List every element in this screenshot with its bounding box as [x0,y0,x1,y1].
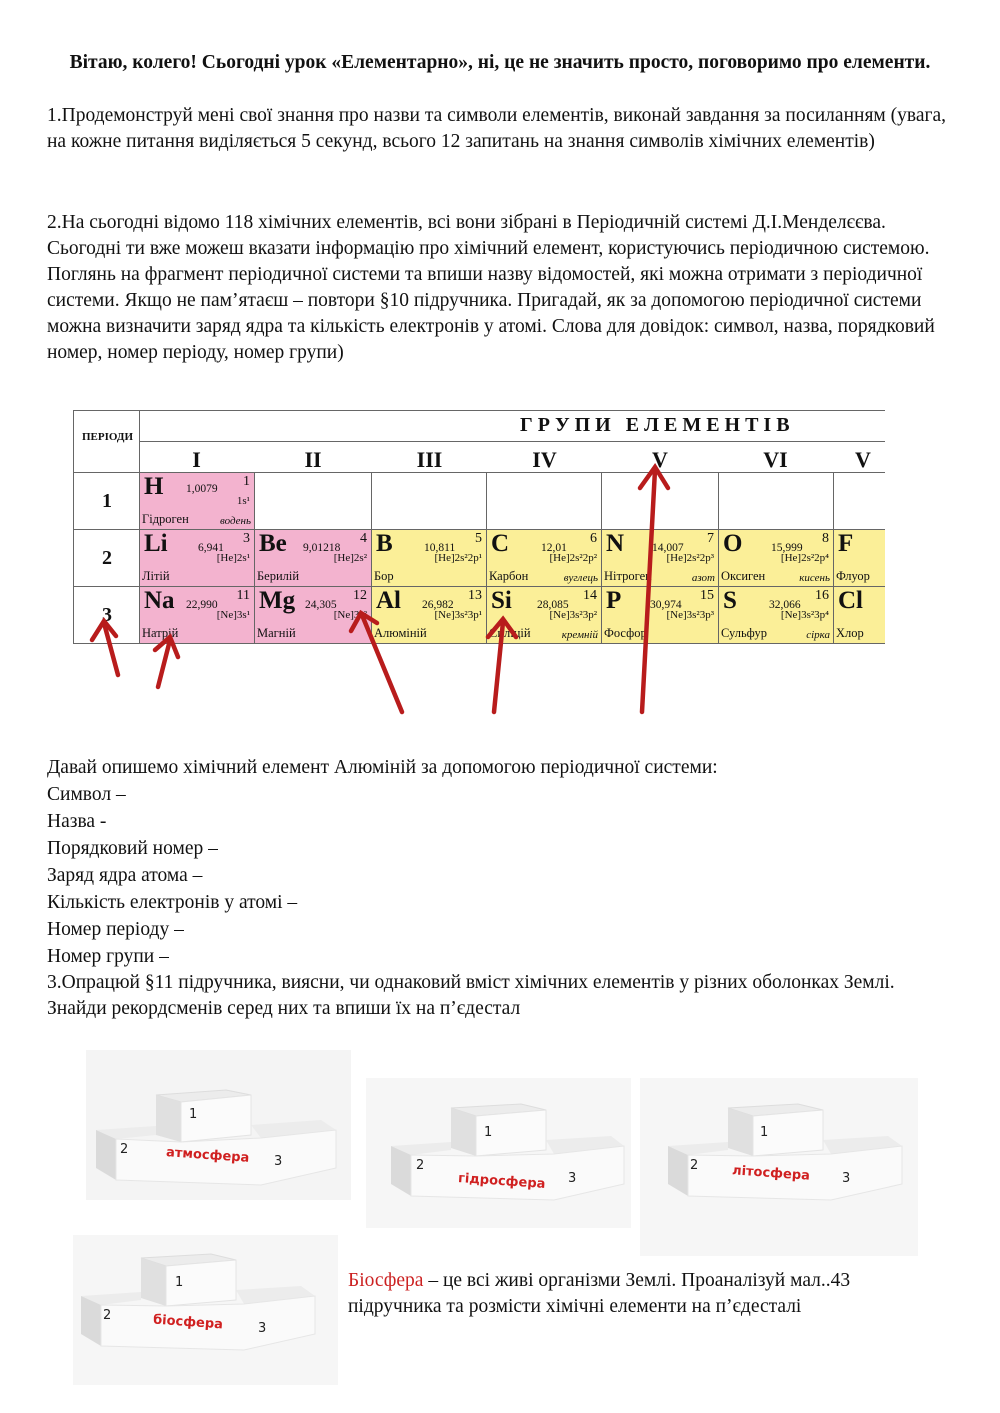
element-mass: 15,999 [771,542,803,554]
element-name: Бор [374,569,394,583]
place-3: 3 [842,1171,851,1186]
element-config: [He]2s² [333,552,367,564]
biosphere-text [348,1268,908,1320]
element-config: [Ne]3s²3p⁴ [780,609,829,621]
element-number: 16 [815,588,829,603]
element-number: 15 [700,588,714,603]
element-mass: 28,085 [537,599,569,611]
period-1-label: 1 [102,490,112,512]
element-config: [Ne]3s²3p¹ [434,609,482,621]
element-trivial-name: водень [219,515,251,527]
element-trivial-name: вуглець [563,572,598,584]
group-3-label: III [416,447,443,472]
task-1-text: 1.Продемонструй мені свої знання про назви та символи елементів, виконай завдання за посиланням (увага, на кожне питання виділяється 5 секунд, всього 12 запитань на знання символів хімічних елементів) [47,105,946,152]
element-mass: 14,007 [652,542,684,554]
element-mass: 12,01 [541,542,567,554]
element-trivial-name: кисень [799,572,830,584]
element-name: Алюміній [374,626,427,640]
field-atomic-number: Порядковий номер – [47,838,218,859]
element-config: [He]2s²2p² [549,552,597,564]
biosphere-description: – це всі живі організми Землі. Проаналізуй мал..43 підручника та розмісти хімічні елементи на п’єдесталі [348,1270,851,1317]
element-mass: 24,305 [305,599,337,611]
element-number: 13 [468,588,482,603]
element-config: [Ne]3s² [333,609,367,621]
element-name: Літій [142,569,170,583]
element-number: 4 [360,531,367,546]
element-symbol: S [723,587,737,614]
element-name: Карбон [489,569,529,583]
describe-intro: Давай опишемо хімічний елемент Алюміній за допомогою періодичної системи: [47,757,718,778]
element-config: [He]2s²2p¹ [434,552,482,564]
place-1: 1 [175,1275,184,1290]
element-mass: 9,01218 [303,542,341,554]
element-trivial-name: азот [691,572,715,584]
period-3-label: 3 [102,604,112,626]
podium-hydrosphere [366,1078,631,1228]
element-number: 1 [243,474,250,489]
element-symbol: C [491,530,510,557]
place-1: 1 [760,1125,769,1140]
element-symbol: H [144,473,164,500]
element-symbol: Mg [259,587,296,614]
element-symbol: Cl [838,587,863,614]
element-name: Берилій [257,569,300,583]
page-title: Вітаю, колего! Сьогодні урок «Елементарно», ні, це не значить просто, поговоримо про елементи. [69,52,931,73]
element-config: [Ne]3s²3p³ [666,609,714,621]
place-1: 1 [189,1107,198,1122]
arrow-to-period-icon [92,621,118,675]
podium-label: біосфера [152,1312,224,1333]
podium-shape [366,1078,631,1228]
element-number: 8 [822,531,829,546]
period-2-label: 2 [102,547,112,569]
place-3: 3 [568,1171,577,1186]
task-3-text: 3.Опрацюй §11 підручника, виясни, чи однаковий вміст хімічних елементів у різних оболонках Землі. Знайди рекордсменів серед них та впиши їх на п’єдестал [47,972,895,1019]
element-name: Магній [257,626,296,640]
element-config: [He]2s¹ [216,552,250,564]
element-mass: 32,066 [769,599,801,611]
element-symbol: Si [491,587,512,614]
element-mass: 22,990 [186,599,218,611]
element-mass: 1,0079 [186,483,218,495]
element-symbol: Be [259,530,287,557]
element-symbol: Al [376,587,401,614]
field-nuclear-charge: Заряд ядра атома – [47,865,203,886]
place-3: 3 [258,1321,267,1336]
podium-label: літосфера [731,1163,811,1184]
field-symbol: Символ – [47,784,126,805]
podium-label: гідросфера [457,1170,546,1193]
groups-header: Г Р У П И Е Л Е М Е Н Т І В [520,414,790,436]
group-6-label: VI [763,447,788,472]
arrow-to-number-icon [351,613,402,712]
element-mass: 30,974 [650,599,682,611]
field-electron-count: Кількість електронів у атомі – [47,892,298,913]
element-config: 1s¹ [236,495,250,507]
element-symbol: F [838,530,854,557]
group-5-label: V [652,447,668,472]
podium-lithosphere [640,1078,918,1256]
podium-label: атмосфера [165,1145,250,1166]
element-trivial-name: сірка [806,629,830,641]
place-3: 3 [274,1154,283,1169]
arrow-to-group-icon [640,467,668,712]
element-mass: 10,811 [424,542,456,554]
element-symbol: O [723,530,743,557]
element-name: Оксиген [721,569,766,583]
element-symbol: N [606,530,625,557]
podium-shape [73,1235,338,1385]
element-name: Гідроген [142,512,189,526]
element-number: 12 [353,588,367,603]
element-name: Силіцій [489,626,531,640]
group-2-label: II [304,447,322,472]
place-2: 2 [416,1158,425,1173]
place-2: 2 [690,1158,699,1173]
element-trivial-name: кремній [561,629,598,641]
field-group: Номер групи – [47,946,169,967]
element-name: Натрій [142,626,179,640]
periods-header: ПЕРІОДИ [81,431,134,443]
task-2-text: 2.На сьогодні відомо 118 хімічних елементів, всі вони зібрані в Періодичній системі Д.І.Менделєєва. Сьогодні ти вже можеш вказати інформацію про хімічний елемент, користуючись періодичною системою. Поглянь на фрагмент періодичної системи та впиши назву відомостей, які можна отримати з періодичної системи. Якщо не пам’ятаєш – повтори §10 підручника. Пригадай, як за допомогою періодичної системи можна визначити заряд ядра та кількість електронів у атомі. Слова для довідок: символ, назва, порядковий номер, номер періоду, номер групи) [47,212,935,363]
element-number: 7 [707,531,714,546]
podium-atmosphere [86,1050,351,1200]
element-symbol: B [376,530,393,557]
element-symbol: P [606,587,622,614]
podium-biosphere [73,1235,338,1385]
element-number: 6 [590,531,597,546]
place-1: 1 [484,1125,493,1140]
element-mass: 6,941 [198,542,224,554]
element-mass: 26,982 [422,599,454,611]
field-name: Назва - [47,811,107,832]
biosphere-word: Біосфера [348,1270,424,1291]
element-name: Хлор [836,626,864,640]
element-symbol: Na [144,587,175,614]
element-number: 3 [243,531,250,546]
element-name: Нітроген [604,569,652,583]
element-number: 14 [583,588,597,603]
group-7-label: V [855,447,871,472]
element-number: 11 [236,588,250,603]
arrow-to-symbol-icon [488,619,516,712]
element-symbol: Li [144,530,168,557]
arrow-to-name-icon [155,637,178,687]
place-2: 2 [103,1308,112,1323]
podium-shape [86,1050,351,1200]
element-number: 5 [475,531,482,546]
group-4-label: IV [532,447,557,472]
element-name: Фосфор [604,626,647,640]
group-1-label: I [192,447,201,472]
element-name: Сульфур [721,626,767,640]
element-name: Флуор [836,569,870,583]
place-2: 2 [120,1142,129,1157]
element-config: [He]2s²2p⁴ [780,552,829,564]
element-config: [Ne]3s¹ [216,609,250,621]
element-config: [Ne]3s²3p² [549,609,597,621]
field-period: Номер періоду – [47,919,184,940]
element-config: [He]2s²2p³ [666,552,714,564]
